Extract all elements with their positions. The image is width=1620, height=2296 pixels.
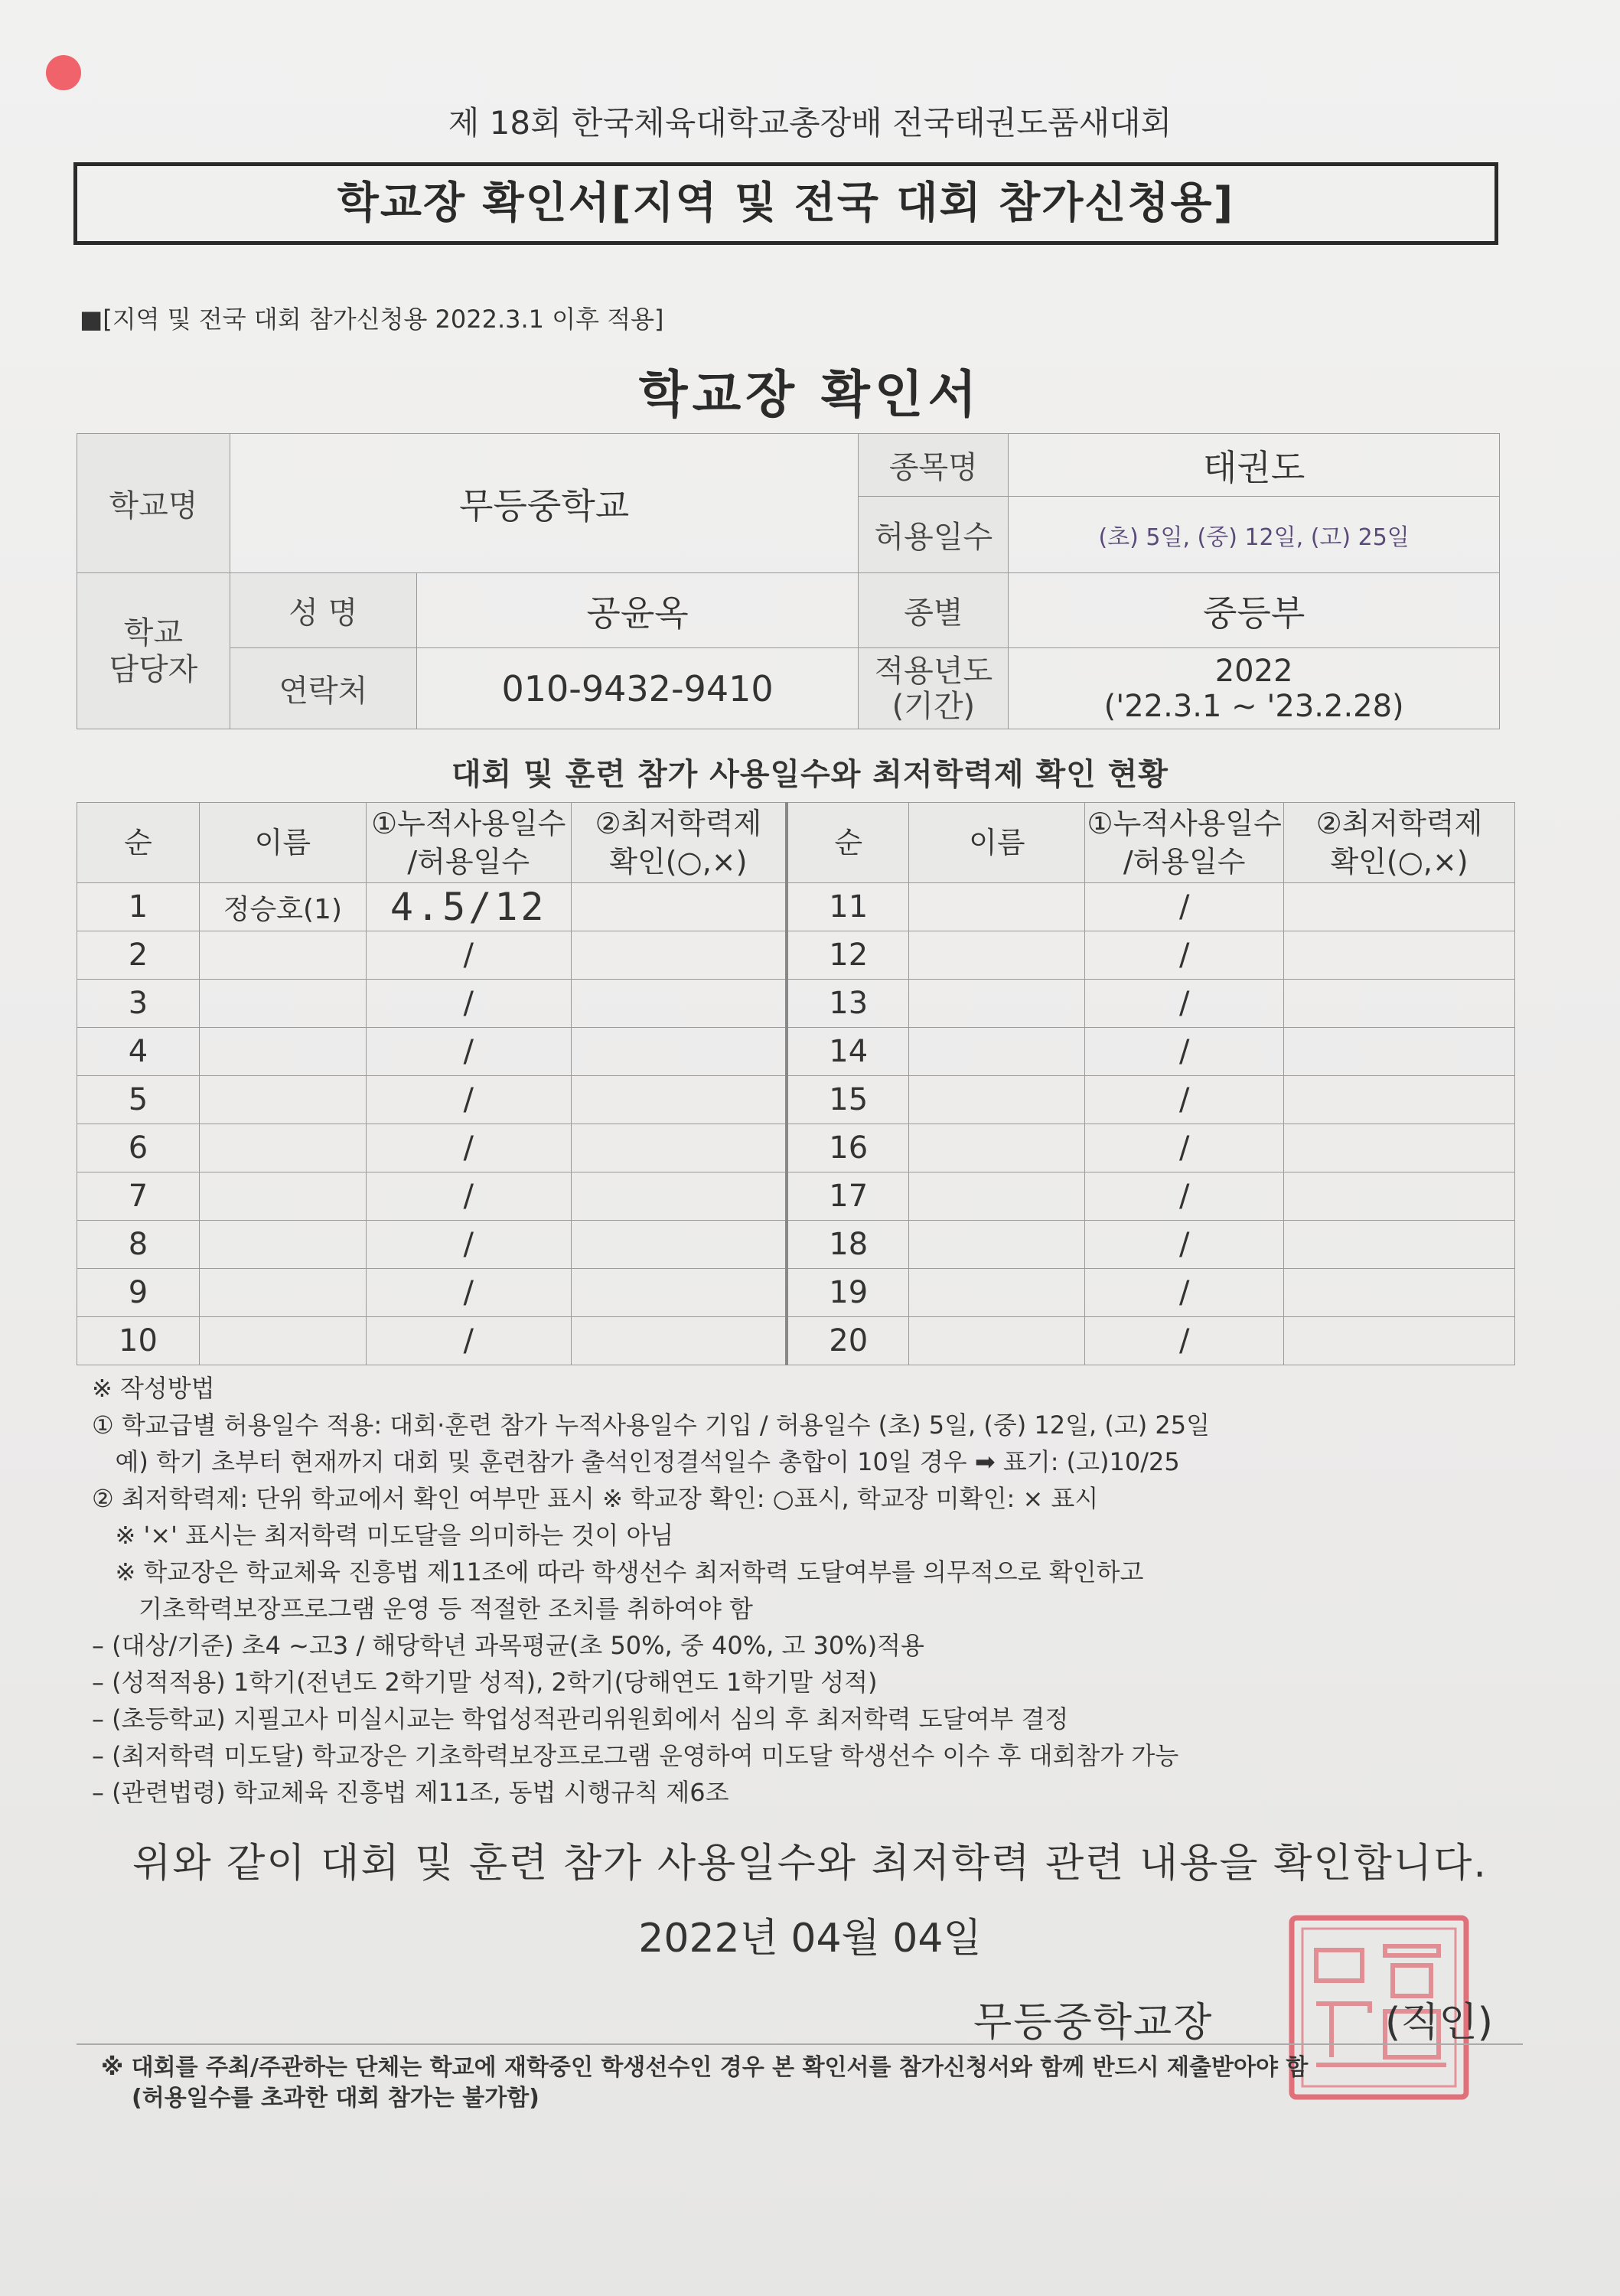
header-check: ②최저학력제 확인(○,×): [1284, 803, 1515, 883]
roster-cell-days: /: [366, 931, 571, 980]
table-row: [77, 1076, 1515, 1124]
table-row: [77, 1269, 1515, 1317]
roster-cell-name: [909, 1124, 1085, 1172]
roster-cell-days: /: [366, 1124, 571, 1172]
allowed-days-value: (초) 5일, (중) 12일, (고) 25일: [1009, 497, 1500, 573]
roster-cell-name: [199, 1317, 366, 1365]
table-row: [77, 1028, 1515, 1076]
sport-value: 태권도: [1009, 434, 1500, 497]
contact-person-label: 학교 담당자: [77, 573, 230, 729]
roster-cell-days: /: [1085, 1221, 1284, 1269]
roster-cell-days: /: [366, 980, 571, 1028]
roster-cell-no: 1: [77, 883, 200, 931]
applicability-notice: ■[지역 및 전국 대회 참가신청용 2022.3.1 이후 적용]: [80, 305, 664, 334]
roster-cell-name: [909, 931, 1085, 980]
table-row: [77, 931, 1515, 980]
table-row: [77, 1124, 1515, 1172]
instruction-line: 예) 학기 초부터 현재까지 대회 및 훈련참가 출석인정결석일수 총합이 10일 경우 ➡ 표기: (고)10/25: [92, 1447, 1180, 1476]
roster-cell-check: [571, 1317, 787, 1365]
roster-cell-no: 4: [77, 1028, 200, 1076]
roster-cell-days: /: [366, 1172, 571, 1221]
document-date: 2022년 04월 04일: [638, 1916, 982, 1962]
roster-cell-name: [909, 1076, 1085, 1124]
main-title: 학교장 확인서: [638, 365, 982, 424]
roster-cell-days: /: [366, 1221, 571, 1269]
roster-cell-days: /: [366, 1317, 571, 1365]
footer-line: ※ 대회를 주최/주관하는 단체는 학교에 재학중인 학생선수인 경우 본 확인서를 참가신청서와 함께 반드시 제출받아야 함: [101, 2054, 1309, 2081]
roster-cell-days: /: [1085, 1317, 1284, 1365]
school-info-table: [77, 433, 1500, 729]
instructions: [92, 1370, 1530, 1811]
roster-cell-name: [199, 1221, 366, 1269]
roster-cell-days: /: [366, 1076, 571, 1124]
table-row: [77, 1317, 1515, 1365]
seal-label: (직인): [1385, 2000, 1494, 2046]
roster-cell-no: 6: [77, 1124, 200, 1172]
roster-cell-no: 9: [77, 1269, 200, 1317]
roster-cell-no: 8: [77, 1221, 200, 1269]
roster-cell-name: [909, 1269, 1085, 1317]
roster-cell-check: [1284, 883, 1515, 931]
header-no: 순: [787, 803, 909, 883]
roster-cell-no: 13: [787, 980, 909, 1028]
roster-cell-days: /: [1085, 980, 1284, 1028]
roster-cell-name: [199, 1124, 366, 1172]
roster-cell-name: [909, 1317, 1085, 1365]
roster-cell-days: 4.5/12: [366, 883, 571, 931]
event-title: 제 18회 한국체육대학교총장배 전국태권도품새대회: [448, 104, 1172, 142]
roster-cell-no: 7: [77, 1172, 200, 1221]
roster-cell-name: [199, 1028, 366, 1076]
roster-cell-name: [199, 1076, 366, 1124]
roster-cell-name: [199, 980, 366, 1028]
roster-cell-days: /: [1085, 931, 1284, 980]
roster-cell-check: [1284, 1172, 1515, 1221]
roster-cell-check: [571, 1028, 787, 1076]
roster-cell-no: 11: [787, 883, 909, 931]
header-name: 이름: [909, 803, 1085, 883]
roster-cell-name: [199, 1269, 366, 1317]
instruction-line: ② 최저학력제: 단위 학교에서 확인 여부만 표시 ※ 학교장 확인: ○표시, 학교장 미확인: × 표시: [92, 1484, 1099, 1513]
roster-cell-check: [571, 1172, 787, 1221]
instruction-line: ① 학교급별 허용일수 적용: 대회·훈련 참가 누적사용일수 기입 / 허용일수 (초) 5일, (중) 12일, (고) 25일: [92, 1411, 1211, 1440]
roster-cell-check: [1284, 1076, 1515, 1124]
roster-cell-no: 5: [77, 1076, 200, 1124]
table-row: [77, 1172, 1515, 1221]
roster-cell-name: [909, 1028, 1085, 1076]
roster-cell-days: /: [1085, 1076, 1284, 1124]
period-value: ('22.3.1 ~ '23.2.28): [1103, 688, 1404, 724]
instruction-line: ※ 학교장은 학교체육 진흥법 제11조에 따라 학생선수 최저학력 도달여부를 의무적으로 확인하고: [92, 1557, 1144, 1587]
year-value: 2022: [1214, 653, 1293, 689]
divider: [77, 2043, 1523, 2045]
table-row: [77, 883, 1515, 931]
roster-cell-name: 정승호(1): [199, 883, 366, 931]
footer-note: [101, 2053, 1308, 2114]
instruction-line: – (초등학교) 지필고사 미실시교는 학업성적관리위원회에서 심의 후 최저학력 도달여부 결정: [92, 1704, 1069, 1733]
header-days: ①누적사용일수 /허용일수: [366, 803, 571, 883]
table-row: [77, 1221, 1515, 1269]
instruction-line: – (성적적용) 1학기(전년도 2학기말 성적), 2학기(당해연도 1학기말 성적): [92, 1668, 878, 1697]
roster-cell-no: 16: [787, 1124, 909, 1172]
phone-value: 010-9432-9410: [416, 648, 859, 729]
roster-cell-check: [571, 980, 787, 1028]
roster-cell-check: [1284, 1028, 1515, 1076]
roster-cell-name: [909, 980, 1085, 1028]
school-name-value: 무등중학교: [230, 434, 859, 573]
roster-cell-no: 2: [77, 931, 200, 980]
roster-cell-days: /: [1085, 883, 1284, 931]
roster-cell-name: [909, 1172, 1085, 1221]
roster-cell-no: 19: [787, 1269, 909, 1317]
roster-cell-no: 3: [77, 980, 200, 1028]
school-name-label: 학교명: [77, 434, 230, 573]
roster-cell-check: [1284, 1124, 1515, 1172]
name-label: 성 명: [230, 573, 416, 648]
year-label: 적용년도 (기간): [859, 648, 1009, 729]
confirmation-statement: 위와 같이 대회 및 훈련 참가 사용일수와 최저학력 관련 내용을 확인합니다.: [132, 1841, 1488, 1887]
header-check: ②최저학력제 확인(○,×): [571, 803, 787, 883]
roster-cell-name: [199, 1172, 366, 1221]
header-days: ①누적사용일수 /허용일수: [1085, 803, 1284, 883]
sport-label: 종목명: [859, 434, 1009, 497]
principal-title: 무등중학교장: [973, 2000, 1214, 2046]
instruction-line: ※ 작성방법: [92, 1374, 215, 1403]
roster-cell-check: [571, 1076, 787, 1124]
division-label: 종별: [859, 573, 1009, 648]
header-name: 이름: [199, 803, 366, 883]
form-title-box: 학교장 확인서[지역 및 전국 대회 참가신청용]: [73, 162, 1498, 245]
roster-cell-name: [909, 1221, 1085, 1269]
roster-cell-check: [571, 1269, 787, 1317]
table-row: [77, 980, 1515, 1028]
instruction-line: ※ '×' 표시는 최저학력 미도달을 의미하는 것이 아님: [92, 1521, 674, 1550]
roster-cell-no: 20: [787, 1317, 909, 1365]
roster-cell-check: [571, 1221, 787, 1269]
roster-cell-no: 12: [787, 931, 909, 980]
allowed-days-label: 허용일수: [859, 497, 1009, 573]
roster-cell-check: [1284, 980, 1515, 1028]
roster-cell-days: /: [1085, 1269, 1284, 1317]
division-value: 중등부: [1009, 573, 1500, 648]
instruction-line: – (최저학력 미도달) 학교장은 기초학력보장프로그램 운영하여 미도달 학생선수 이수 후 대회참가 가능: [92, 1741, 1179, 1770]
instruction-line: 기초학력보장프로그램 운영 등 적절한 조치를 취하여야 함: [92, 1594, 753, 1623]
roster-cell-check: [571, 931, 787, 980]
roster-cell-days: /: [366, 1269, 571, 1317]
phone-label: 연락처: [230, 648, 416, 729]
roster-cell-check: [1284, 931, 1515, 980]
footer-line: (허용일수를 초과한 대회 참가는 불가함): [132, 2085, 539, 2112]
roster-title: 대회 및 훈련 참가 사용일수와 최저학력제 확인 현황: [451, 757, 1169, 792]
roster-cell-check: [1284, 1221, 1515, 1269]
roster-cell-no: 17: [787, 1172, 909, 1221]
roster-cell-days: /: [1085, 1172, 1284, 1221]
roster-cell-check: [571, 883, 787, 931]
roster-table: [77, 802, 1515, 1365]
roster-cell-check: [1284, 1317, 1515, 1365]
roster-cell-name: [909, 883, 1085, 931]
roster-cell-days: /: [1085, 1124, 1284, 1172]
header-no: 순: [77, 803, 200, 883]
roster-cell-check: [1284, 1269, 1515, 1317]
roster-cell-no: 15: [787, 1076, 909, 1124]
roster-cell-name: [199, 931, 366, 980]
roster-cell-check: [571, 1124, 787, 1172]
roster-cell-no: 18: [787, 1221, 909, 1269]
roster-cell-days: /: [1085, 1028, 1284, 1076]
name-value: 공윤옥: [416, 573, 859, 648]
year-cell: [1009, 648, 1500, 729]
roster-cell-no: 14: [787, 1028, 909, 1076]
red-dot-marker: [46, 55, 81, 90]
instruction-line: – (대상/기준) 초4 ~고3 / 해당학년 과목평균(초 50%, 중 40%, 고 30%)적용: [92, 1631, 924, 1660]
roster-cell-days: /: [366, 1028, 571, 1076]
instruction-line: – (관련법령) 학교체육 진흥법 제11조, 동법 시행규칙 제6조: [92, 1778, 729, 1807]
roster-cell-no: 10: [77, 1317, 200, 1365]
